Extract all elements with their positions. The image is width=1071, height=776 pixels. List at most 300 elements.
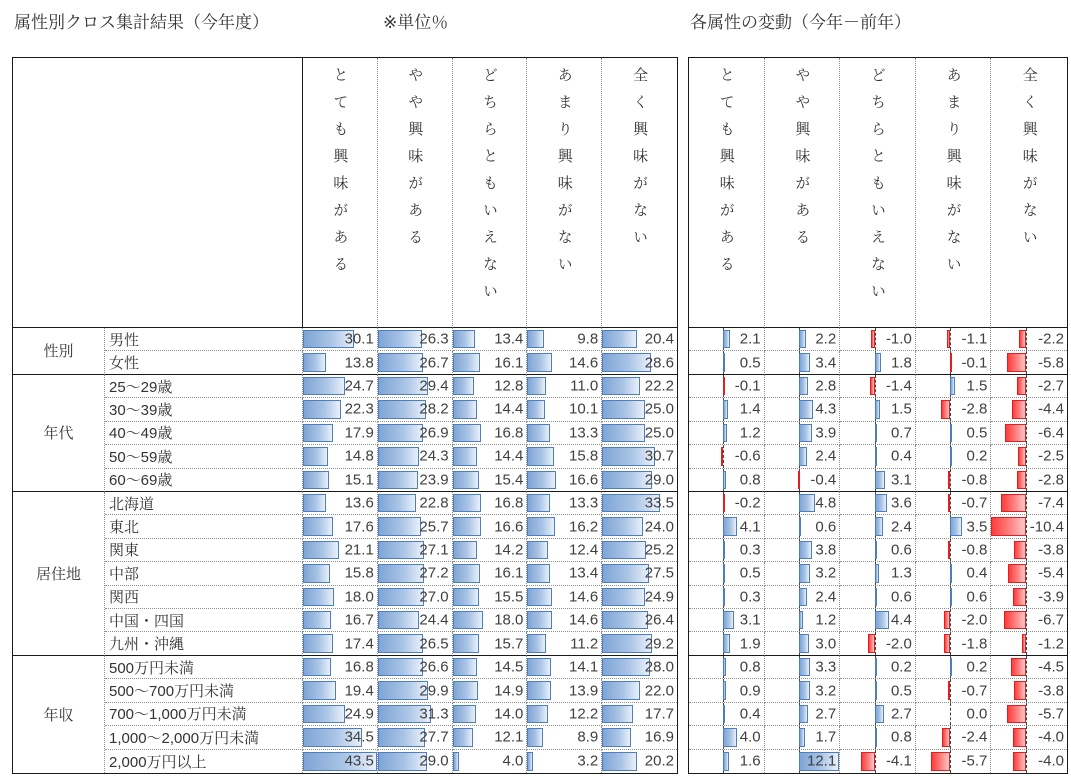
data-bar: [378, 564, 424, 582]
change-bar: [723, 494, 725, 512]
change-cell: [916, 679, 992, 702]
change-bar: [1001, 494, 1026, 512]
change-cell: [765, 539, 841, 562]
data-bar: [303, 658, 331, 676]
change-bar: [861, 752, 875, 771]
change-cell: [689, 750, 765, 773]
row-label: 25～29歳: [105, 375, 303, 398]
change-text: 1.6: [739, 752, 761, 770]
change-bar: [875, 611, 890, 629]
change-text: -2.0: [961, 611, 988, 629]
value-text: 8.9: [577, 728, 599, 746]
change-bar: [870, 377, 875, 395]
axis-line: [1026, 609, 1027, 631]
data-cell: [303, 609, 378, 632]
change-bar: [931, 752, 950, 771]
column-header-1: [303, 58, 378, 328]
axis-line: [950, 492, 951, 514]
change-text: -1.4: [885, 377, 912, 395]
change-cell: [916, 328, 992, 351]
data-cell: [453, 609, 528, 632]
change-cell: [991, 375, 1067, 398]
change-bar: [875, 588, 877, 606]
change-cell: [991, 351, 1067, 374]
change-bar: [948, 681, 950, 699]
change-bar: [948, 471, 951, 489]
change-text: 0.5: [966, 424, 988, 442]
row-label: 700～1,000万円未満: [105, 703, 303, 726]
axis-line: [950, 469, 951, 491]
data-cell: [303, 586, 378, 609]
data-cell: [453, 351, 528, 374]
column-header-text: とても興味がある: [331, 67, 349, 283]
data-cell: [602, 469, 677, 492]
value-text: 28.0: [644, 658, 674, 676]
data-cell: [303, 679, 378, 702]
change-cell: [840, 492, 916, 515]
data-cell: [527, 539, 602, 562]
change-text: -5.7: [1038, 705, 1064, 723]
change-cell: [991, 469, 1067, 492]
header-corner-cell: [13, 58, 303, 328]
change-cell: [765, 445, 841, 468]
change-text: -6.4: [1038, 424, 1064, 442]
value-text: 27.7: [419, 728, 449, 746]
data-bar: [527, 424, 550, 442]
change-text: -5.8: [1038, 354, 1064, 372]
change-bar: [721, 447, 723, 465]
change-cell: [840, 398, 916, 421]
value-text: 29.0: [644, 471, 674, 489]
value-text: 24.7: [344, 377, 374, 395]
change-cell: [916, 726, 992, 749]
value-text: 26.4: [644, 611, 674, 629]
value-text: 25.2: [644, 541, 674, 559]
change-cell: [991, 586, 1067, 609]
data-bar: [527, 400, 544, 418]
crosstab-table: [12, 57, 678, 774]
change-bar: [1007, 705, 1026, 723]
axis-line: [723, 445, 724, 467]
value-text: 11.0: [570, 377, 599, 395]
axis-line: [950, 539, 951, 561]
change-bar: [723, 353, 725, 371]
change-bar: [1011, 658, 1026, 676]
data-bar: [303, 681, 336, 699]
change-text: -2.7: [1038, 377, 1064, 395]
data-bar: [303, 377, 345, 395]
change-cell: [916, 586, 992, 609]
change-bar: [799, 541, 812, 559]
data-bar: [527, 564, 550, 582]
change-cell: [689, 562, 765, 585]
data-bar: [303, 494, 326, 512]
row-label: 北海道: [105, 492, 303, 515]
change-cell: [916, 492, 992, 515]
change-cell: [916, 562, 992, 585]
change-text: -5.7: [961, 752, 988, 770]
change-bar: [1014, 681, 1027, 699]
data-bar: [453, 330, 476, 348]
change-text: 0.6: [815, 518, 837, 536]
data-bar: [303, 611, 331, 629]
data-bar: [527, 494, 550, 512]
value-text: 28.2: [419, 400, 449, 418]
change-bar: [950, 377, 955, 395]
data-bar: [602, 752, 637, 771]
value-text: 30.7: [644, 447, 674, 465]
change-cell: [991, 515, 1067, 538]
data-bar: [527, 634, 546, 652]
change-text: 0.0: [966, 705, 988, 723]
change-bar: [950, 424, 952, 442]
row-label: 東北: [105, 515, 303, 538]
data-cell: [378, 375, 453, 398]
change-bar: [950, 658, 952, 676]
change-bar: [1017, 377, 1026, 395]
row-label: 九州・沖縄: [105, 632, 303, 655]
change-cell: [840, 726, 916, 749]
data-cell: [527, 586, 602, 609]
data-bar: [527, 541, 548, 559]
data-cell: [602, 562, 677, 585]
change-bar: [875, 658, 877, 676]
column-header-text: どちらともいえない: [480, 67, 498, 310]
change-cell: [765, 562, 841, 585]
change-cell: [765, 375, 841, 398]
data-cell: [527, 679, 602, 702]
value-text: 17.4: [344, 635, 374, 653]
value-text: 15.4: [494, 471, 524, 489]
change-bar: [723, 658, 726, 676]
data-cell: [527, 328, 602, 351]
data-bar: [378, 447, 419, 465]
change-bar: [799, 517, 801, 535]
change-bar: [875, 728, 878, 746]
change-bar: [871, 330, 874, 348]
data-bar: [303, 564, 330, 582]
data-cell: [527, 469, 602, 492]
change-cell: [765, 656, 841, 679]
change-cell: [991, 609, 1067, 632]
data-bar: [602, 564, 649, 582]
axis-line: [1026, 679, 1027, 701]
data-bar: [378, 611, 419, 629]
column-header-text: やや興味がある: [793, 67, 811, 256]
change-cell: [840, 515, 916, 538]
data-cell: [527, 515, 602, 538]
value-text: 16.9: [644, 728, 674, 746]
change-cell: [765, 351, 841, 374]
change-text: 0.5: [739, 354, 761, 372]
change-cell: [765, 726, 841, 749]
row-label: 40～49歳: [105, 422, 303, 445]
change-cell: [991, 656, 1067, 679]
data-bar: [453, 728, 474, 746]
data-bar: [453, 424, 481, 442]
change-text: -3.8: [1038, 682, 1064, 700]
data-cell: [527, 632, 602, 655]
change-bar: [1019, 330, 1026, 348]
axis-line: [1026, 703, 1027, 725]
data-bar: [453, 658, 478, 676]
change-bar: [875, 541, 877, 559]
change-text: 3.4: [815, 354, 837, 372]
change-cell: [689, 586, 765, 609]
value-text: 14.9: [494, 682, 524, 700]
change-bar: [723, 377, 725, 395]
data-bar: [453, 541, 477, 559]
change-cell: [689, 515, 765, 538]
change-text: -0.6: [734, 447, 761, 465]
change-text: -1.1: [961, 330, 988, 348]
change-text: 0.4: [890, 447, 912, 465]
value-text: 24.3: [419, 447, 449, 465]
row-label: 関西: [105, 586, 303, 609]
change-bar: [1008, 564, 1026, 582]
data-bar: [602, 517, 643, 535]
change-bar: [799, 494, 815, 512]
value-text: 10.1: [568, 400, 599, 418]
data-bar: [527, 588, 552, 606]
change-bar: [723, 705, 725, 723]
value-text: 12.4: [568, 541, 599, 559]
change-bar: [875, 564, 879, 582]
value-text: 17.7: [644, 705, 674, 723]
change-cell: [689, 703, 765, 726]
data-bar: [303, 400, 341, 418]
data-bar: [378, 517, 422, 535]
value-text: 24.0: [644, 518, 674, 536]
axis-line: [950, 328, 951, 350]
change-text: -1.8: [961, 635, 988, 653]
data-cell: [378, 398, 453, 421]
axis-line: [1026, 656, 1027, 678]
change-cell: [689, 445, 765, 468]
value-text: 17.9: [344, 424, 374, 442]
change-cell: [765, 703, 841, 726]
change-text: -4.1: [885, 752, 912, 770]
data-bar: [453, 377, 475, 395]
value-text: 25.7: [419, 518, 449, 536]
change-text: 2.4: [815, 588, 837, 606]
change-text: -0.1: [734, 377, 761, 395]
change-cell: [765, 469, 841, 492]
change-cell: [840, 375, 916, 398]
data-bar: [527, 728, 542, 746]
change-text: -3.8: [1038, 541, 1064, 559]
row-label: 500万円未満: [105, 656, 303, 679]
value-text: 30.1: [344, 330, 374, 348]
change-cell: [840, 469, 916, 492]
data-bar: [303, 447, 328, 465]
column-header-text: 全く興味がない: [631, 67, 649, 256]
row-label: 2,000万円以上: [105, 750, 303, 773]
change-bar: [1004, 611, 1027, 629]
change-cell: [689, 422, 765, 445]
data-bar: [378, 330, 423, 348]
change-bar: [950, 517, 962, 535]
data-cell: [453, 750, 528, 773]
change-text: 1.4: [739, 400, 761, 418]
data-bar: [602, 705, 632, 723]
value-text: 27.1: [419, 541, 449, 559]
data-bar: [453, 611, 484, 629]
change-text: -2.5: [1038, 447, 1064, 465]
value-text: 25.0: [644, 424, 674, 442]
value-text: 15.7: [494, 635, 524, 653]
value-text: 13.6: [344, 494, 374, 512]
data-bar: [527, 752, 532, 771]
change-text: 2.1: [739, 330, 761, 348]
right-table-title: 各属性の変動（今年－前年）: [690, 13, 911, 32]
change-cell: [689, 539, 765, 562]
change-bar: [1013, 728, 1026, 746]
change-cell: [840, 703, 916, 726]
data-cell: [602, 679, 677, 702]
data-cell: [527, 351, 602, 374]
change-text: 2.4: [890, 518, 912, 536]
change-text: -2.4: [961, 728, 988, 746]
data-cell: [453, 679, 528, 702]
change-bar: [799, 564, 810, 582]
data-cell: [527, 562, 602, 585]
data-cell: [303, 515, 378, 538]
value-text: 22.3: [344, 400, 374, 418]
change-bar: [799, 330, 806, 348]
data-cell: [453, 586, 528, 609]
axis-line: [950, 750, 951, 773]
change-text: 3.3: [815, 658, 837, 676]
change-text: -7.4: [1038, 494, 1064, 512]
change-cell: [916, 750, 992, 773]
change-text: 3.8: [815, 541, 837, 559]
data-cell: [453, 375, 528, 398]
change-cell: [916, 703, 992, 726]
axis-line: [1026, 492, 1027, 514]
group-label-1: 性別: [13, 328, 105, 375]
axis-line: [1026, 375, 1027, 397]
change-text: 0.4: [966, 564, 988, 582]
data-bar: [378, 541, 424, 559]
data-cell: [378, 562, 453, 585]
data-bar: [303, 424, 333, 442]
data-cell: [602, 492, 677, 515]
change-cell: [765, 750, 841, 773]
change-cell: [765, 492, 841, 515]
value-text: 20.2: [644, 752, 674, 770]
change-bar: [798, 471, 800, 489]
change-text: 4.1: [739, 518, 761, 536]
value-text: 18.0: [494, 611, 524, 629]
value-text: 16.8: [494, 494, 524, 512]
axis-line: [1026, 422, 1027, 444]
change-text: 0.9: [739, 682, 761, 700]
data-cell: [378, 750, 453, 773]
data-cell: [378, 351, 453, 374]
value-text: 14.8: [344, 447, 374, 465]
change-cell: [840, 656, 916, 679]
change-bar: [799, 447, 807, 465]
change-bar: [1018, 447, 1026, 465]
data-bar: [378, 424, 424, 442]
change-text: 3.1: [739, 611, 761, 629]
data-cell: [303, 398, 378, 421]
value-text: 12.2: [568, 705, 599, 723]
data-bar: [602, 330, 637, 348]
change-bar: [875, 681, 877, 699]
value-text: 22.0: [644, 682, 674, 700]
change-cell: [689, 679, 765, 702]
change-cell: [765, 586, 841, 609]
change-text: 1.5: [966, 377, 988, 395]
row-label: 女性: [105, 351, 303, 374]
value-text: 14.4: [494, 400, 524, 418]
change-bar: [799, 681, 810, 699]
data-bar: [453, 634, 480, 652]
axis-line: [1026, 351, 1027, 373]
change-text: 3.0: [815, 635, 837, 653]
data-bar: [527, 705, 548, 723]
change-bar: [723, 752, 728, 771]
value-text: 13.3: [568, 424, 599, 442]
column-header-text: 全く興味がない: [1020, 67, 1038, 256]
column-header-2: [378, 58, 453, 328]
change-cell: [916, 375, 992, 398]
value-text: 14.0: [494, 705, 524, 723]
data-bar: [602, 588, 645, 606]
change-cell: [991, 632, 1067, 655]
change-text: 4.8: [815, 494, 837, 512]
row-label: 30～39歳: [105, 398, 303, 421]
value-text: 34.5: [344, 728, 374, 746]
value-text: 26.9: [419, 424, 449, 442]
data-bar: [303, 705, 345, 723]
change-text: 0.4: [739, 705, 761, 723]
value-text: 13.3: [568, 494, 599, 512]
change-text: 2.8: [815, 377, 837, 395]
change-text: 3.9: [815, 424, 837, 442]
axis-line: [1026, 632, 1027, 654]
value-text: 43.5: [344, 752, 374, 770]
change-cell: [916, 656, 992, 679]
change-cell: [991, 726, 1067, 749]
axis-line: [1026, 586, 1027, 608]
value-text: 14.6: [568, 354, 599, 372]
value-text: 14.2: [494, 541, 524, 559]
change-text: -0.7: [961, 494, 988, 512]
change-cell: [689, 398, 765, 421]
data-cell: [602, 609, 677, 632]
data-bar: [378, 658, 423, 676]
change-text: 1.9: [739, 635, 761, 653]
data-cell: [378, 445, 453, 468]
change-cell: [916, 539, 992, 562]
change-cell: [765, 515, 841, 538]
change-table: [688, 57, 1068, 774]
axis-line: [1026, 515, 1027, 537]
data-cell: [378, 515, 453, 538]
change-cell: [991, 750, 1067, 773]
change-cell: [916, 351, 992, 374]
change-text: -1.2: [1038, 635, 1064, 653]
data-cell: [602, 656, 677, 679]
value-text: 26.6: [419, 658, 449, 676]
change-bar: [799, 377, 808, 395]
left-table-title: 属性別クロス集計結果（今年度）: [14, 13, 269, 32]
data-cell: [602, 726, 677, 749]
data-cell: [602, 445, 677, 468]
